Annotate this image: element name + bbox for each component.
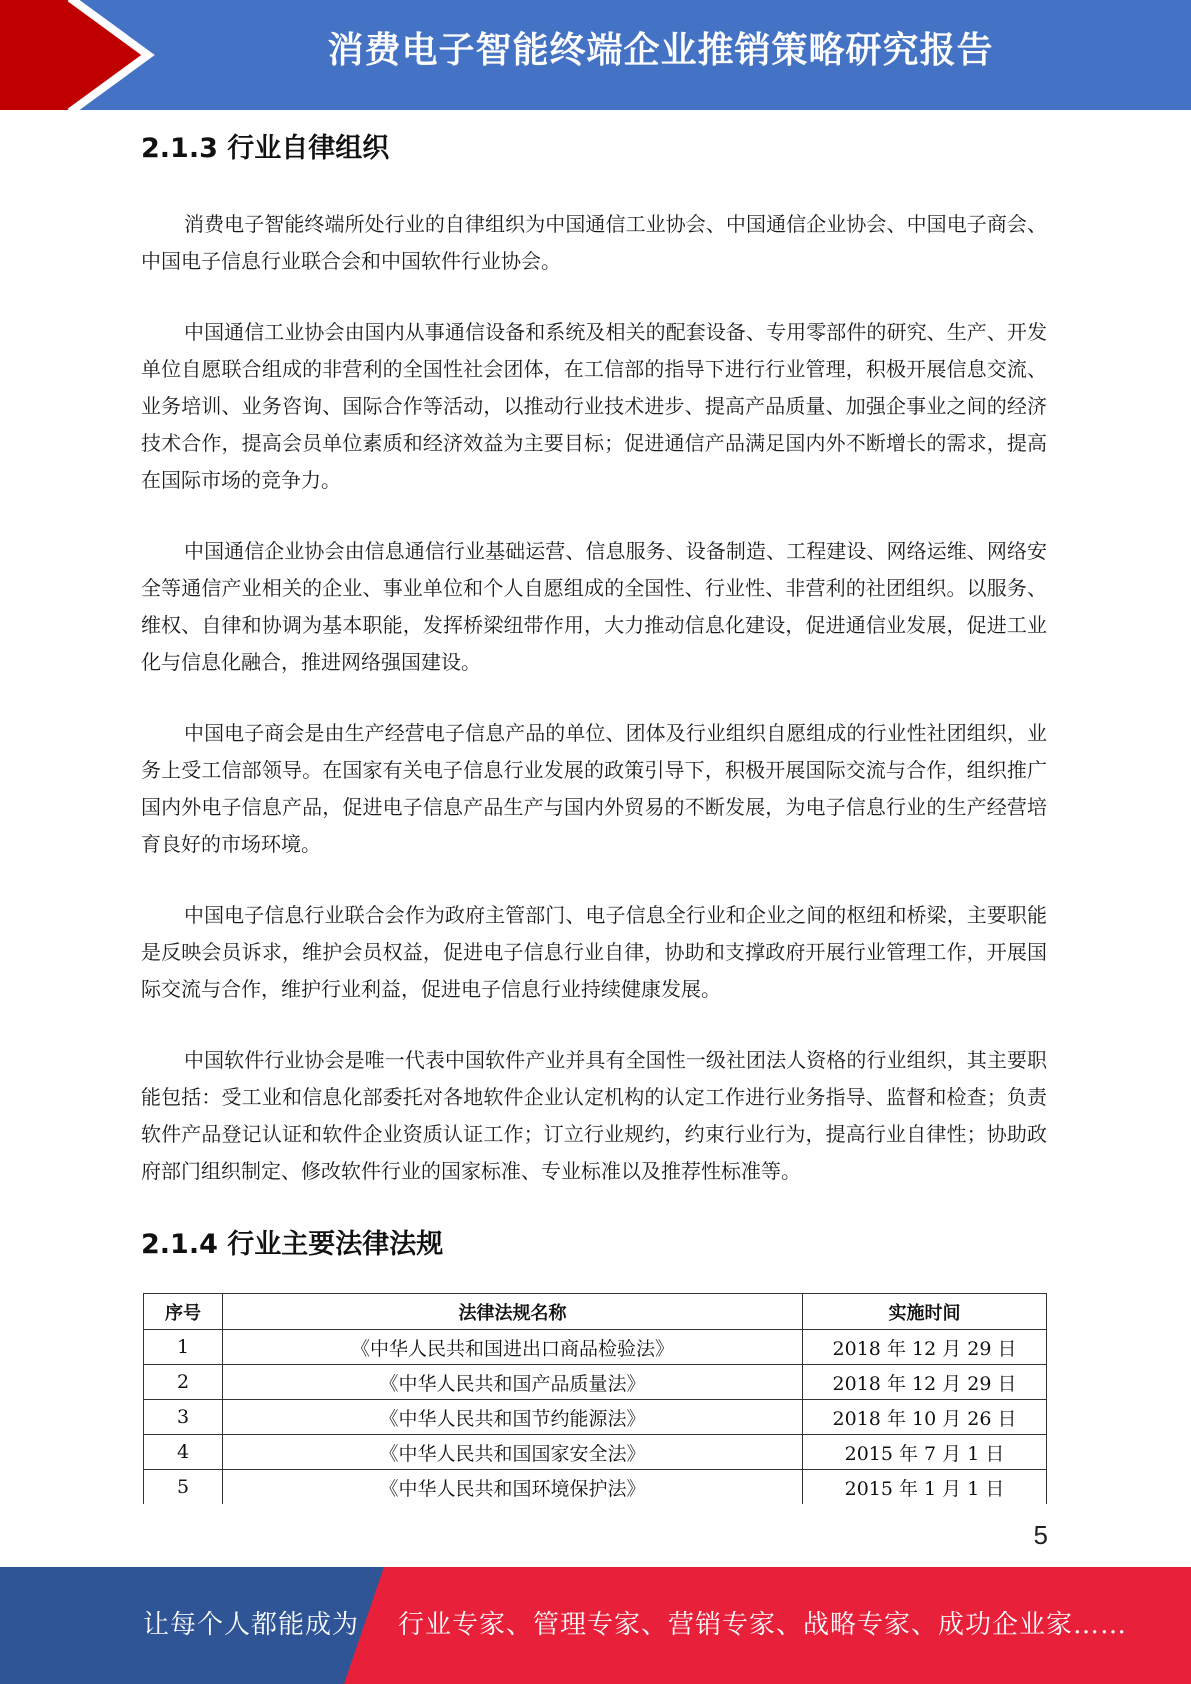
- table-cell: 4: [144, 1435, 223, 1470]
- laws-table: [143, 1293, 1047, 1504]
- table-cell: 2015 年 1 月 1 日: [803, 1470, 1047, 1505]
- table-cell: 《中华人民共和国环境保护法》: [223, 1470, 803, 1505]
- column-header: 序号: [144, 1294, 223, 1330]
- table-cell: 《中华人民共和国国家安全法》: [223, 1435, 803, 1470]
- column-header: 法律法规名称: [223, 1294, 803, 1330]
- paragraph: 消费电子智能终端所处行业的自律组织为中国通信工业协会、中国通信企业协会、中国电子商会、中国电子信息行业联合会和中国软件行业协会。: [141, 212, 1047, 273]
- paragraph: 中国通信企业协会由信息通信行业基础运营、信息服务、设备制造、工程建设、网络运维、网络安全等通信产业相关的企业、事业单位和个人自愿组成的全国性、行业性、非营利的社团组织。以服务、维权、自律和协调为基本职能，发挥桥梁纽带作用，大力推动信息化建设，促进通信业发展，促进工业化与信息化融合，推进网络强国建设。: [141, 539, 1047, 674]
- table-cell: 《中华人民共和国产品质量法》: [223, 1365, 803, 1400]
- table-cell: 2018 年 12 月 29 日: [803, 1365, 1047, 1400]
- table-row: [144, 1365, 1047, 1400]
- column-header: 实施时间: [803, 1294, 1047, 1330]
- paragraph: 中国电子信息行业联合会作为政府主管部门、电子信息全行业和企业之间的枢纽和桥梁，主要职能是反映会员诉求，维护会员权益，促进电子信息行业自律，协助和支撑政府开展行业管理工作，开展国际交流与合作，维护行业利益，促进电子信息行业持续健康发展。: [141, 903, 1047, 1001]
- header-band: [0, 0, 1191, 110]
- table-cell: 《中华人民共和国节约能源法》: [223, 1400, 803, 1435]
- table-row: [144, 1435, 1047, 1470]
- table-header-row: [144, 1294, 1047, 1330]
- report-title: 消费电子智能终端企业推销策略研究报告: [327, 30, 994, 71]
- paragraph: 中国电子商会是由生产经营电子信息产品的单位、团体及行业组织自愿组成的行业性社团组织，业务上受工信部领导。在国家有关电子信息行业发展的政策引导下，积极开展国际交流与合作，组织推广国内外电子信息产品，促进电子信息产品生产与国内外贸易的不断发展，为电子信息行业的生产经营培育良好的市场环境。: [141, 721, 1047, 856]
- footer-slogan-left: 让每个人都能成为: [143, 1610, 360, 1640]
- table-row: [144, 1400, 1047, 1435]
- table-cell: 2018 年 12 月 29 日: [803, 1330, 1047, 1365]
- table-cell: 1: [144, 1330, 223, 1365]
- section-heading-self-regulation: 2.1.3 行业自律组织: [141, 133, 390, 164]
- table-row: [144, 1330, 1047, 1365]
- footer-band: [0, 1567, 1191, 1684]
- table-cell: 5: [144, 1470, 223, 1505]
- section-heading-laws: 2.1.4 行业主要法律法规: [141, 1229, 444, 1260]
- page-number: 5: [1033, 1520, 1048, 1550]
- table-cell: 《中华人民共和国进出口商品检验法》: [223, 1330, 803, 1365]
- paragraph: 中国通信工业协会由国内从事通信设备和系统及相关的配套设备、专用零部件的研究、生产、开发单位自愿联合组成的非营利的全国性社会团体，在工信部的指导下进行行业管理，积极开展信息交流、业务培训、业务咨询、国际合作等活动，以推动行业技术进步、提高产品质量、加强企事业之间的经济技术合作，提高会员单位素质和经济效益为主要目标；促进通信产品满足国内外不断增长的需求，提高在国际市场的竞争力。: [141, 320, 1047, 492]
- table-row: [144, 1470, 1047, 1505]
- footer-slogan-right: 行业专家、管理专家、营销专家、战略专家、成功企业家……: [398, 1610, 1128, 1640]
- table-cell: 2015 年 7 月 1 日: [803, 1435, 1047, 1470]
- header-arrow-decoration: [0, 0, 170, 110]
- paragraph: 中国软件行业协会是唯一代表中国软件产业并具有全国性一级社团法人资格的行业组织，其主要职能包括：受工业和信息化部委托对各地软件企业认定机构的认定工作进行业务指导、监督和检查；负责软件产品登记认证和软件企业资质认证工作；订立行业规约，约束行业行为，提高行业自律性；协助政府部门组织制定、修改软件行业的国家标准、专业标准以及推荐性标准等。: [141, 1048, 1047, 1183]
- table-cell: 2: [144, 1365, 223, 1400]
- table-cell: 3: [144, 1400, 223, 1435]
- self-regulation-body: [141, 206, 1047, 1224]
- table-cell: 2018 年 10 月 26 日: [803, 1400, 1047, 1435]
